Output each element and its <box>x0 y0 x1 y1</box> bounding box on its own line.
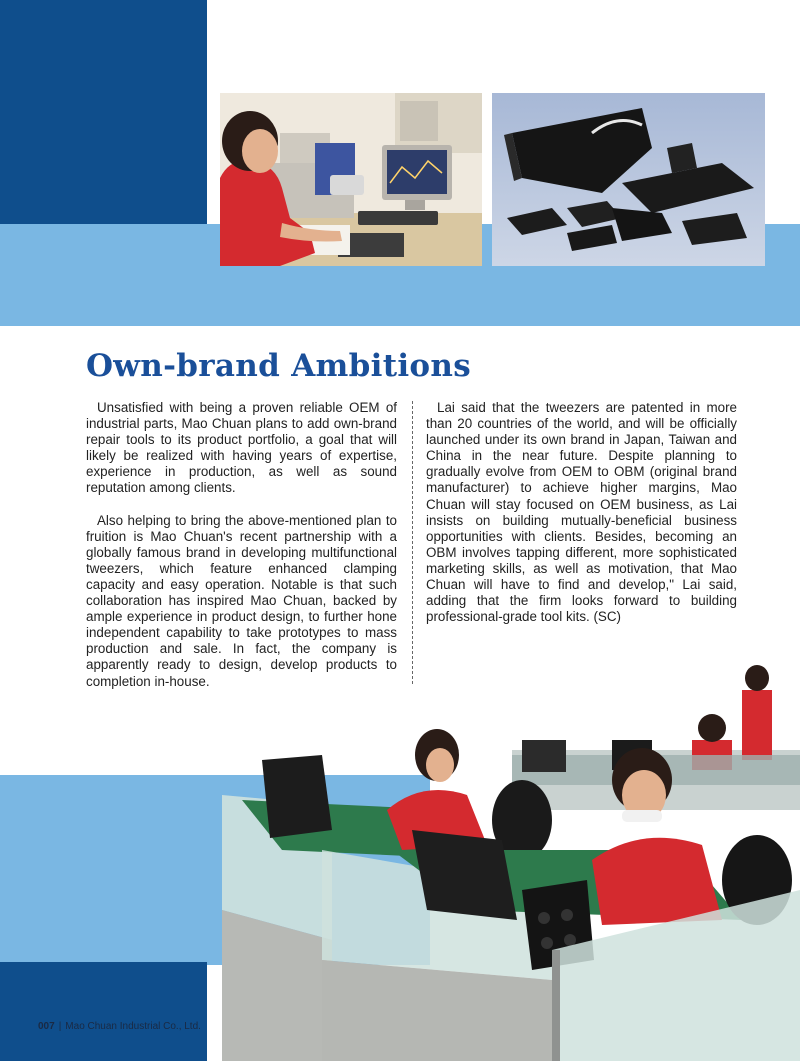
column-divider <box>412 401 413 684</box>
paragraph: Unsatisfied with being a proven reliable OEM of industrial parts, Mao Chuan plans to add own-brand repair tools to its product portfolio, a goal that will likely be realized with having years of expertise, experience in production, as well as sound reputation among clients. <box>86 400 397 496</box>
page-number: 007 <box>38 1021 55 1032</box>
photo-metal-parts <box>492 93 765 266</box>
footer-separator: | <box>58 1021 62 1032</box>
article-title: Own-brand Ambitions <box>86 348 471 384</box>
page-footer <box>38 1021 201 1032</box>
company-name: Mao Chuan Industrial Co., Ltd. <box>65 1021 201 1032</box>
paragraph: Also helping to bring the above-mentioned plan to fruition is Mao Chuan's recent partnership with a globally famous brand in developing multifunctional tweezers, which feature enhanced clamping capacity and easy operation. Notable is that such collaboration has inspired Mao Chuan, backed by ample experience in product design, to further hone independent capability to take prototypes to mass production and sale. In fact, the company is apparently ready to design, develop products to completion in-house. <box>86 512 397 689</box>
photo-office-team <box>222 660 800 1061</box>
photo-woman-at-computer <box>220 93 482 266</box>
navy-block-top <box>0 0 207 224</box>
paragraph: Lai said that the tweezers are patented in more than 20 countries of the world, and will be officially launched under its own brand in Japan, Taiwan and China in the near future. Despite planning to gradually evolve from OEM to OBM (original brand manufacturer) to achieve higher margins, Mao Chuan will stay focused on OEM business, as Lai insists on building mutually-beneficial business opportunities with clients. Besides, becoming an OBM involves tapping different, more sophisticated marketing skills, as well as motivation, that Mao Chuan will have to find and develop," Lai said, adding that the firm looks forward to building professional-grade tool kits. (SC) <box>426 400 737 625</box>
article-column-right <box>426 400 737 641</box>
navy-block-bottom <box>0 962 207 1061</box>
